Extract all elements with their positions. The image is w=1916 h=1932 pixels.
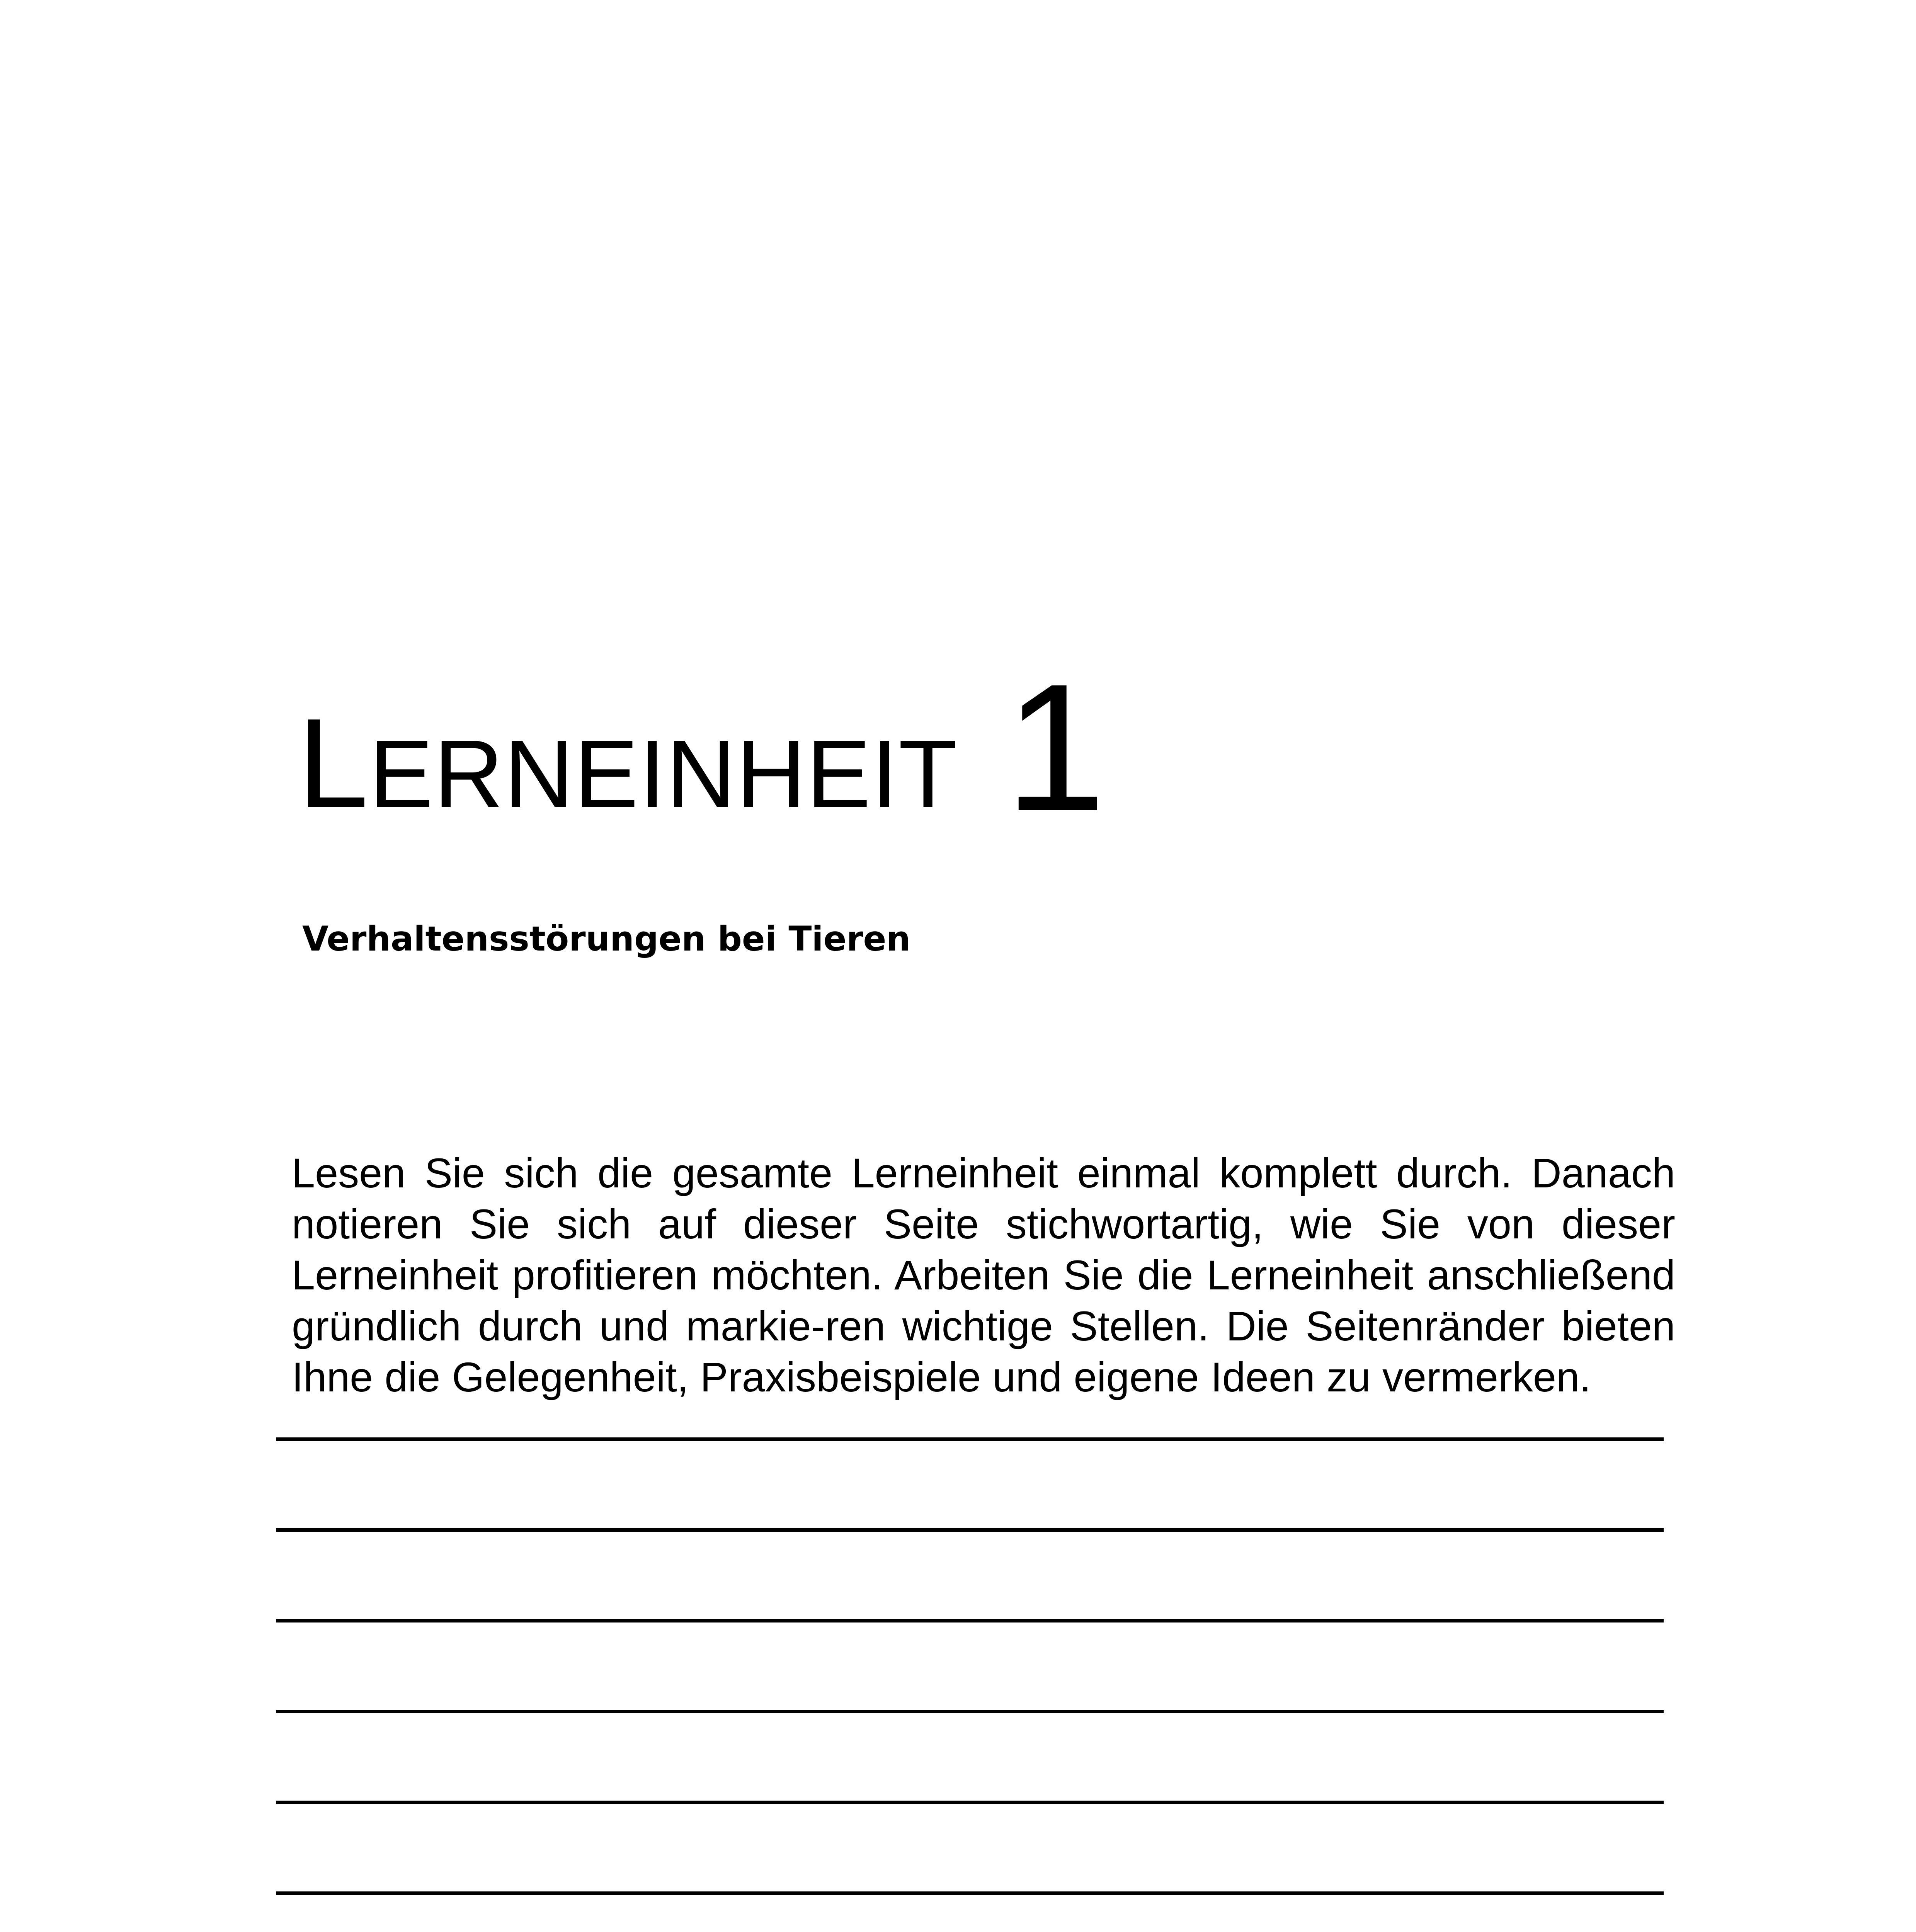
instruction-paragraph: Lesen Sie sich die gesamte Lerneinheit einmal komplett durch. Danach notieren Sie sich auf dieser Seite stichwortartig, wie Sie von dieser Lerneinheit profitieren möchten. Arbeiten Sie die Lerneinheit anschließend gründlich durch und markie-ren wichtige Stellen. Die Seitenränder bieten Ihne die Gelegenheit, Praxisbeispiele und eigene Ideen zu vermerken. [292, 1150, 1675, 1400]
chapter-heading [298, 646, 1225, 850]
chapter-number: 1 [1005, 646, 1106, 849]
note-line [276, 1891, 1664, 1895]
note-line [276, 1801, 1664, 1804]
chapter-subtitle: Verhaltensstörungen bei Tieren [302, 919, 910, 959]
note-line [276, 1619, 1664, 1622]
note-line [276, 1528, 1664, 1532]
chapter-title [298, 692, 958, 838]
chapter-title-rest: ERNEINHEIT [369, 720, 958, 828]
note-line [276, 1437, 1664, 1441]
chapter-title-initial: L [298, 692, 369, 834]
notes-area [276, 1437, 1664, 1932]
note-line [276, 1710, 1664, 1713]
